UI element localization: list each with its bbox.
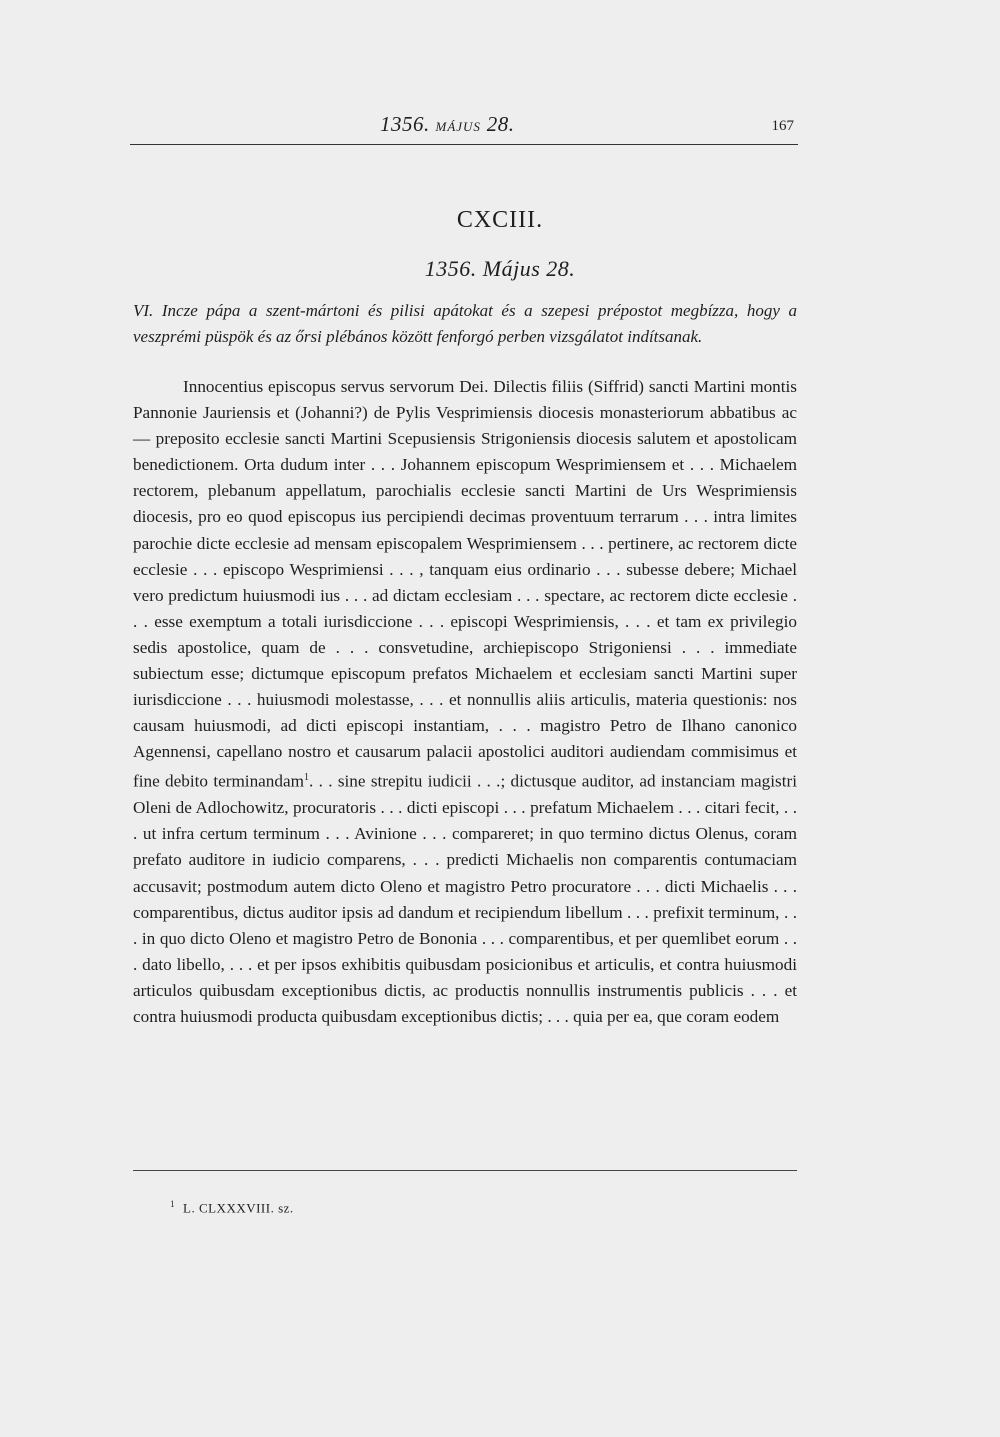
document-date: 1356. Május 28.: [424, 256, 576, 281]
running-header: [130, 112, 798, 146]
document-number: CXCIII.: [456, 207, 544, 233]
header-month: MÁJUS: [435, 119, 481, 134]
running-title: [380, 112, 514, 137]
footnote-marker: 1: [170, 1199, 175, 1209]
footnote-rule: [133, 1170, 797, 1171]
footnote: [170, 1199, 294, 1216]
footnote-text: L. CLXXXVIII. sz.: [183, 1200, 294, 1216]
body-text-part-1: Innocentius episcopus servus servorum Dei. Dilectis filiis (Siffrid) sancti Martini montis Pannonie Jauriensis et (Johanni?) de Pylis Vesprimiensis diocesis monasteriorum abbatibus ac — preposito ecclesie sancti Martini Scepusiensis Strigoniensis diocesis salutem et apostolicam benedictionem. Orta dudum inter . . . Johannem episcopum Wesprimiensem et . . . Michaelem rectorem, plebanum appellatum, parochialis ecclesie sancti Martini de Urs Wesprimiensis diocesis, pro eo quod episcopus ius percipiendi decimas proventuum terrarum . . . intra limites parochie dicte ecclesie ad mensam episcopalem Wesprimiensem . . . pertinere, ac rectorem dicte ecclesie . . . episcopo Wesprimiensi . . . , tanquam eius ordinario . . . subesse debere; Michael vero predictum huiusmodi ius . . . ad dictam ecclesiam . . . spectare, ac rectorem dicte ecclesie . . . esse exemptum a totali iurisdiccione . . . episcopi Wesprimiensis, . . . et tam ex privilegio sedis apostolice, quam de . . . consvetudine, archiepiscopo Strigoniensi . . . immediate subiectum esse; dictumque episcopum prefatos Michaelem et ecclesiam sancti Martini super iurisdiccione . . . huiusmodi molestasse, . . . et nonnullis aliis articulis, materia questionis: nos causam huiusmodi, ad dicti episcopi instantiam, . . . magistro Petro de Ilhano canonico Agennensi, capellano nostro et causarum palacii apostolici auditori audiendam commisimus et fine debito terminandam: [133, 377, 797, 792]
header-rule: [130, 144, 798, 145]
header-year: 1356.: [380, 112, 430, 136]
document-regest: VI. Incze pápa a szent-mártoni és pilisi apátokat és a szepesi prépostot megbízza, hogy a veszprémi püspök és az őrsi plébános között fenforgó perben vizsgálatot indítsanak.: [133, 301, 797, 346]
footnote-reference: 1: [304, 772, 309, 784]
header-day: 28.: [486, 112, 515, 136]
body-paragraph: [133, 374, 797, 1030]
document-body: [133, 374, 797, 1030]
body-text-part-2: . . . sine strepitu iudicii . . .; dictusque auditor, ad instanciam magistri Oleni de Adlochowitz, procuratoris . . . dicti episcopi . . . prefatum Michaelem . . . citari fecit, . . . ut infra certum terminum . . . Avinione . . . compareret; in quo termino dictus Olenus, coram prefato auditore in iudicio comparens, . . . predicti Michaelis non comparentis contumaciam accusavit; postmodum autem dicto Oleno et magistro Petro procuratore . . . dicti Michaelis . . . comparentibus, dictus auditor ipsis ad dandum et recipiendum libellum . . . prefixit terminum, . . . in quo dicto Oleno et magistro Petro de Bononia . . . comparentibus, et per quemlibet eorum . . . dato libello, . . . et per ipsos exhibitis quibusdam posicionibus et articulis, et contra huiusmodi articulos quibusdam exceptionibus dictis, ac productis nonnullis instrumentis publicis . . . et contra huiusmodi producta quibusdam exceptionibus dictis; . . . quia per ea, que coram eodem: [133, 772, 797, 1026]
page-number: 167: [771, 118, 794, 134]
